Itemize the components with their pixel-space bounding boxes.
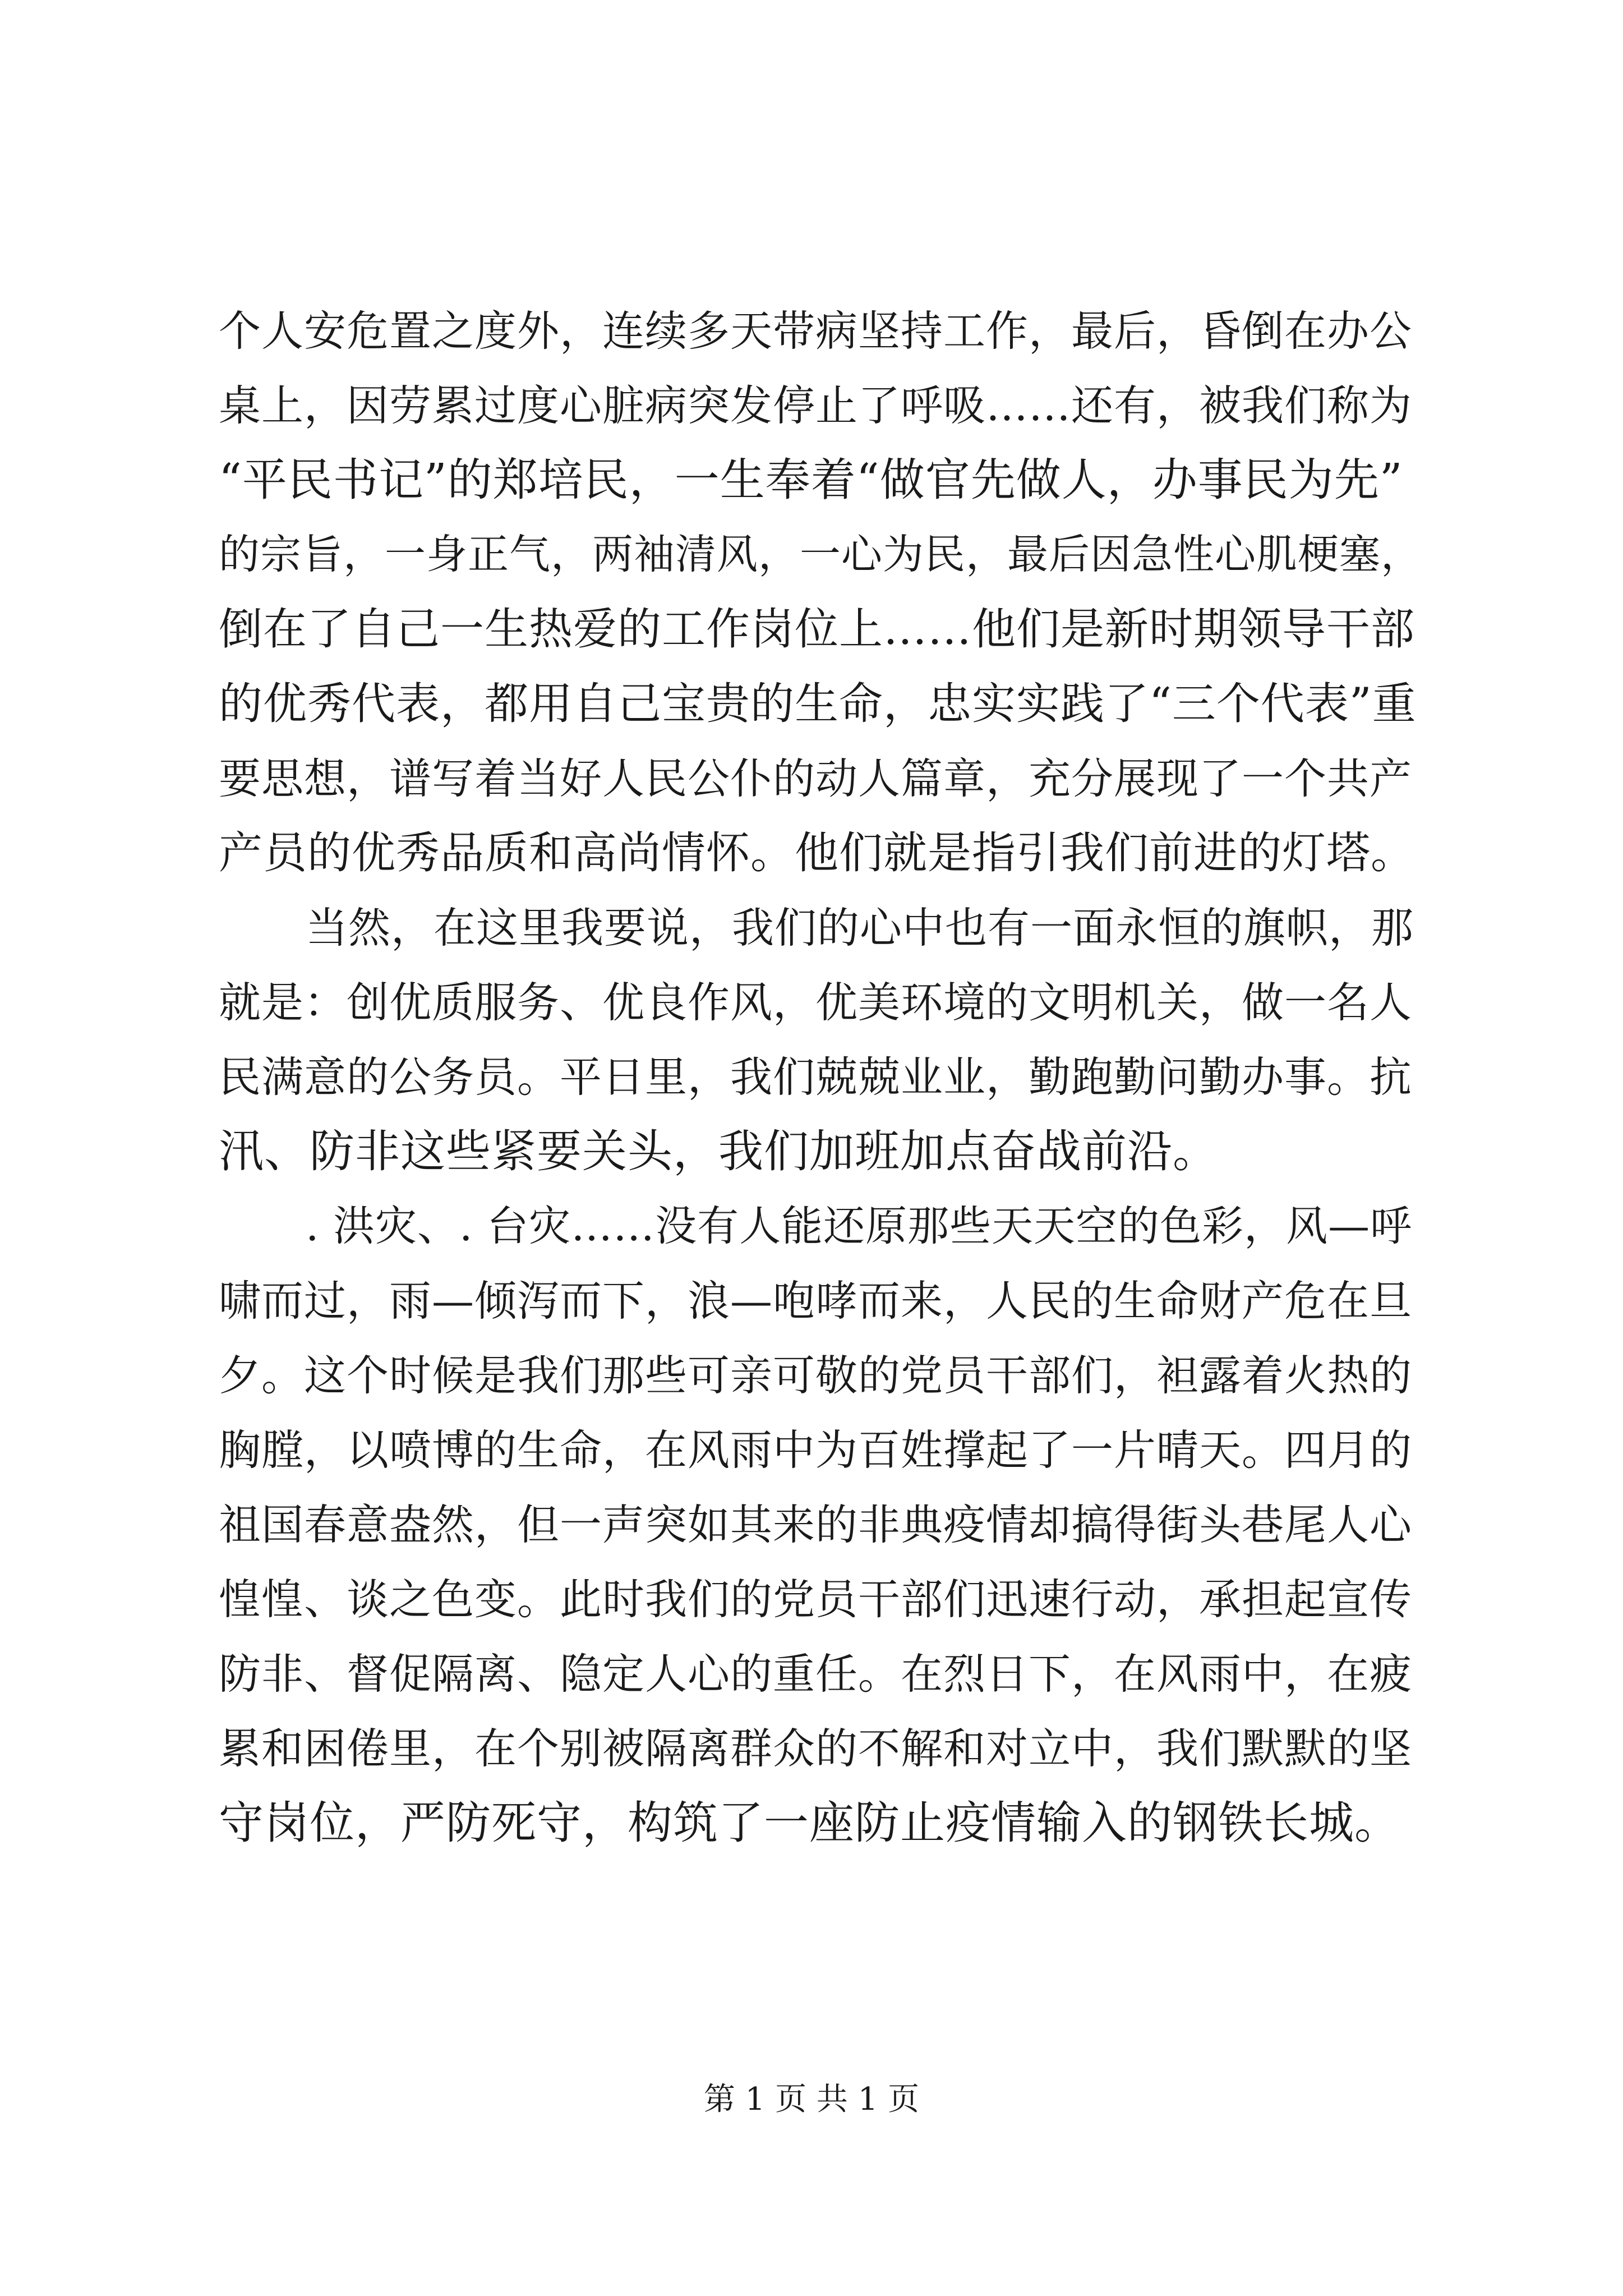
text-line: 产员的优秀品质和高尚情怀。他们就是指引我们前进的灯塔。 [219, 828, 1415, 878]
text-line: 防非、督促隔离、隐定人心的重任。在烈日下，在风雨中，在疲 [219, 1649, 1413, 1699]
text-line: 的宗旨，一身正气，两袖清风，一心为民，最后因急性心肌梗塞， [219, 531, 1422, 578]
text-line: 桌上，因劳累过度心脏病突发停止了呼吸……还有，被我们称为 [219, 381, 1413, 430]
text-line: 汛、防非这些紧要关头，我们加班加点奋战前沿。 [219, 1125, 1218, 1177]
paragraph-first-line: 当然，在这里我要说，我们的心中也有一面永恒的旗帜，那 [306, 903, 1414, 953]
text-line: 胸膛，以喷博的生命，在风雨中为百姓撑起了一片晴天。四月的 [219, 1425, 1413, 1475]
text-line: 夕。这个时候是我们那些可亲可敬的党员干部们，袒露着火热的 [219, 1351, 1413, 1400]
text-line: 惶惶、谈之色变。此时我们的党员干部们迅速行动，承担起宣传 [219, 1575, 1413, 1624]
text-line: 的优秀代表，都用自己宝贵的生命，忠实实践了“三个代表”重 [219, 679, 1417, 729]
page-footer: 第 1 页 共 1 页 [703, 2081, 920, 2118]
text-line: 倒在了自己一生热爱的工作岗位上……他们是新时期领导干部 [219, 604, 1415, 655]
text-line: 民满意的公务员。平日里，我们兢兢业业，勤跑勤问勤办事。抗 [219, 1052, 1413, 1102]
paragraph-first-line: . 洪灾、. 台灾……没有人能还原那些天天空的色彩，风—呼 [306, 1202, 1413, 1250]
text-line: 祖国春意盎然，但一声突如其来的非典疫情却搞得街头巷尾人心 [219, 1500, 1413, 1549]
text-line: 守岗位，严防死守，构筑了一座防止疫情输入的钢铁长城。 [219, 1797, 1400, 1849]
text-line: 就是：创优质服务、优良作风，优美环境的文明机关，做一名人 [219, 978, 1413, 1027]
text-line: 啸而过，雨—倾泻而下，浪—咆哮而来，人民的生命财产危在旦 [219, 1276, 1413, 1326]
text-line: 累和困倦里，在个别被隔离群众的不解和对立中，我们默默的坚 [219, 1724, 1413, 1773]
text-line: 要思想，谱写着当好人民公仆的动人篇章，充分展现了一个共产 [219, 754, 1413, 803]
text-line: “平民书记”的郑培民，一生奉着“做官先做人，办事民为先” [219, 454, 1403, 506]
text-line: 个人安危置之度外，连续多天带病坚持工作，最后，昏倒在办公 [219, 306, 1413, 356]
